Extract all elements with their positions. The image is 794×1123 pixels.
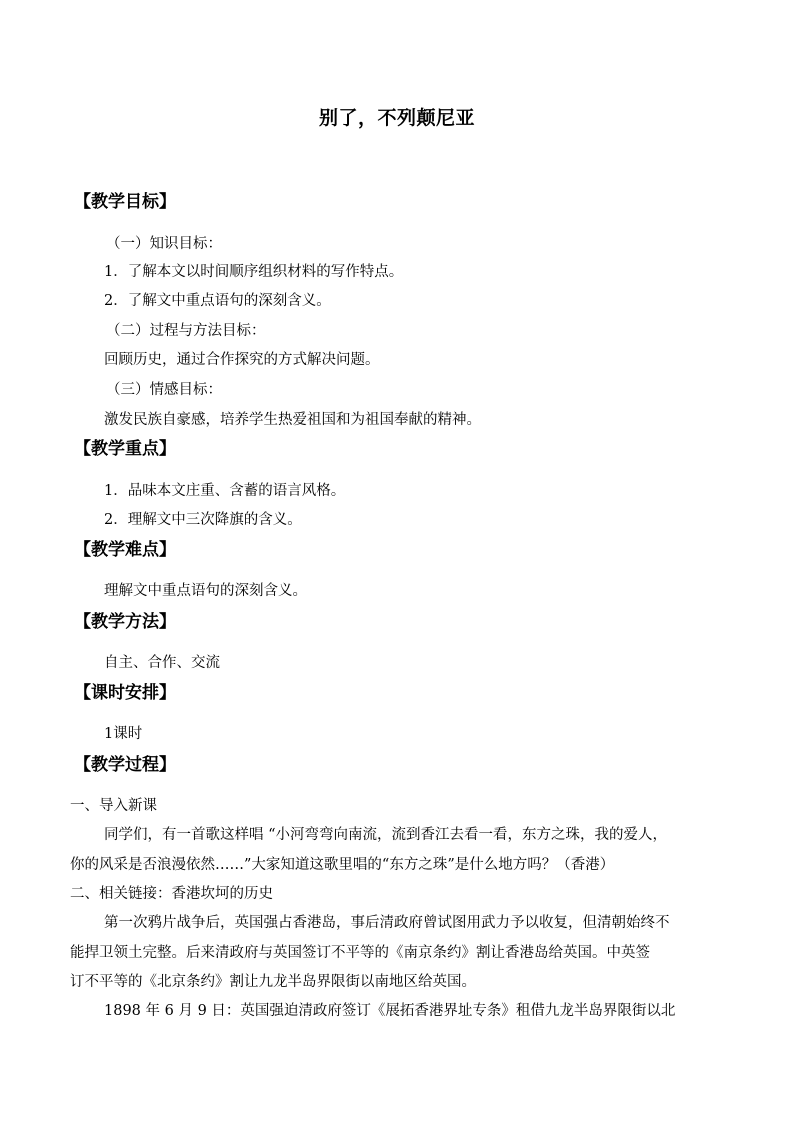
process-line: 第一次鸦片战争后，英国强占香港岛，事后清政府曾试图用武力予以收复，但清朝始终不	[104, 915, 670, 931]
methods-line: 自主、合作、交流	[104, 655, 220, 671]
section-heading-schedule: 【课时安排】	[74, 683, 176, 703]
objectives-line: 激发民族自豪感，培养学生热爱祖国和为祖国奉献的精神。	[104, 412, 481, 428]
process-line: 订不平等的《北京条约》割让九龙半岛界限街以南地区给英国。	[70, 974, 476, 990]
process-line: 同学们，有一首歌这样唱 “小河弯弯向南流，流到香江去看一看，东方之珠，我的爱人，	[104, 827, 668, 843]
objectives-line: （三）情感目标：	[106, 382, 222, 398]
objectives-line: 1．了解本文以时间顺序组织材料的写作特点。	[104, 264, 404, 280]
process-line: 能捍卫领土完整。后来清政府与英国签订不平等的《南京条约》割让香港岛给英国。中英签	[70, 945, 650, 961]
objectives-line: （二）过程与方法目标：	[106, 323, 266, 339]
document-title: 别了，不列颠尼亚	[318, 107, 475, 129]
objectives-line: （一）知识目标：	[106, 236, 222, 252]
process-line: 1898 年 6 月 9 日：英国强迫清政府签订《展拓香港界址专条》租借九龙半岛界限街以北	[104, 1003, 676, 1019]
process-line: 二、相关链接：香港坎坷的历史	[70, 886, 273, 902]
section-heading-methods: 【教学方法】	[74, 612, 176, 632]
section-heading-objectives: 【教学目标】	[74, 192, 176, 212]
key-points-line: 2．理解文中三次降旗的含义。	[104, 512, 302, 528]
objectives-line: 2．了解文中重点语句的深刻含义。	[104, 293, 331, 309]
section-heading-key-points: 【教学重点】	[74, 439, 176, 459]
schedule-line: 1课时	[104, 726, 143, 742]
section-heading-process: 【教学过程】	[74, 755, 176, 775]
difficulties-line: 理解文中重点语句的深刻含义。	[104, 583, 307, 599]
key-points-line: 1．品味本文庄重、含蓄的语言风格。	[104, 483, 346, 499]
process-line: 一、导入新课	[70, 798, 157, 814]
process-line: 你的风采是否浪漫依然……”大家知道这歌里唱的“东方之珠”是什么地方吗？（香港）	[70, 857, 615, 873]
objectives-line: 回顾历史，通过合作探究的方式解决问题。	[104, 352, 380, 368]
section-heading-difficulties: 【教学难点】	[74, 540, 176, 560]
